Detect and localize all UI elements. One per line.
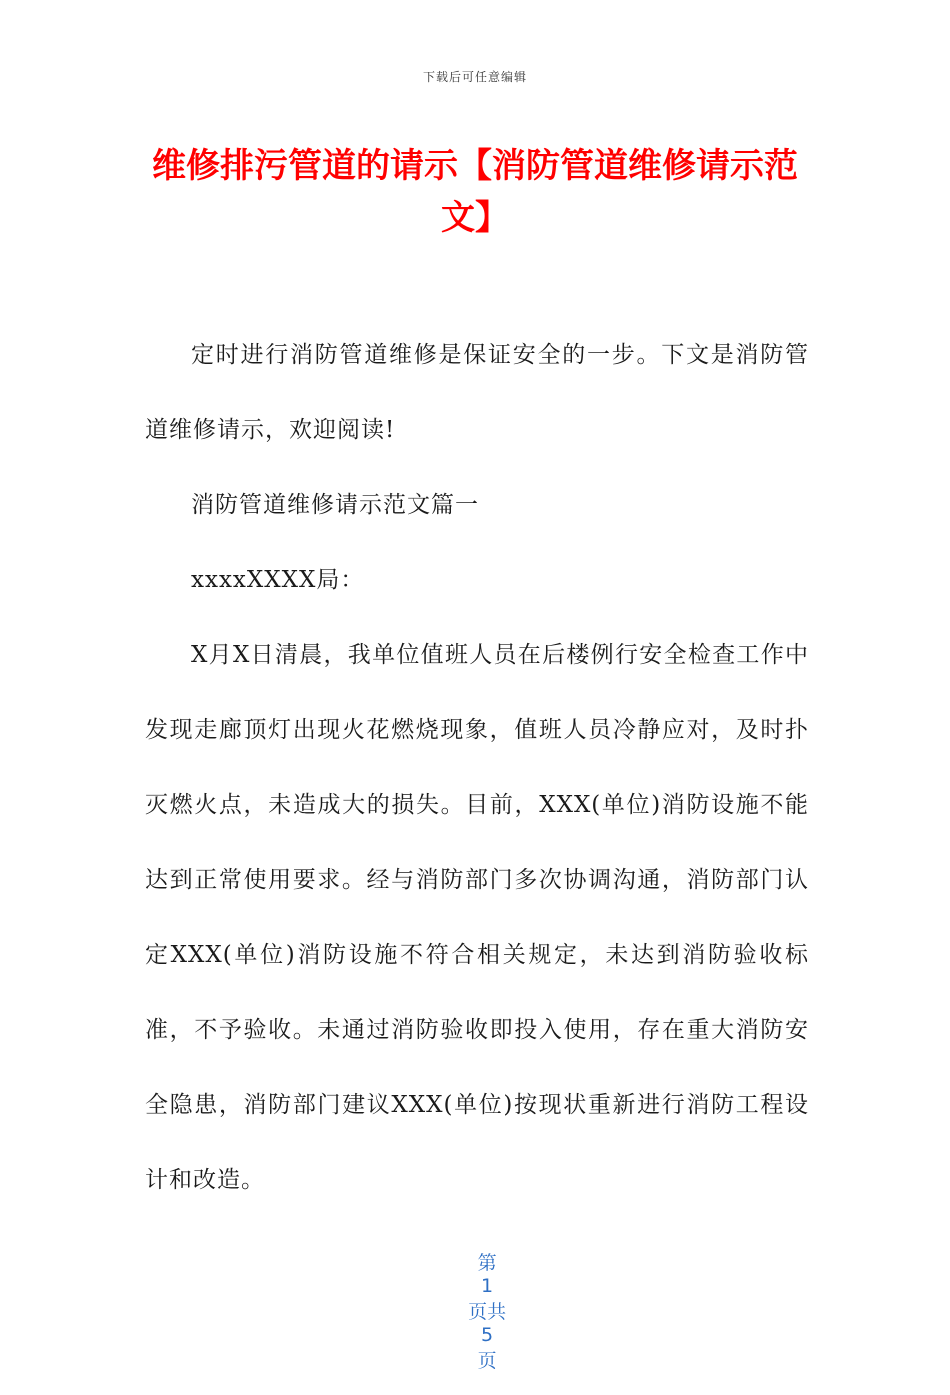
document-body	[145, 318, 809, 1218]
paragraph-section-heading: 消防管道维修请示范文篇一	[191, 492, 479, 518]
paragraph-intro: 定时进行消防管道维修是保证安全的一步。下文是消防管道维修请示，欢迎阅读!	[145, 342, 809, 443]
footer-total-pages: 5	[481, 1324, 494, 1346]
paragraph-salutation: xxxxXXXX局：	[191, 567, 365, 593]
document-title: 维修排污管道的请示【消防管道维修请示范文】	[152, 146, 798, 238]
footer-prefix: 第	[477, 1252, 497, 1274]
paragraph-main: X月X日清晨，我单位值班人员在后楼例行安全检查工作中发现走廊顶灯出现火花燃烧现象，值班人员冷静应对，及时扑灭燃火点，未造成大的损失。目前，XXX(单位)消防设施不能达到正常使用要求。经与消防部门多次协调沟通，消防部门认定XXX(单位)消防设施不符合相关规定，未达到消防验收标准，不予验收。未通过消防验收即投入使用，存在重大消防安全隐患，消防部门建议XXX(单位)按现状重新进行消防工程设计和改造。	[145, 642, 809, 1193]
page-footer	[0, 1226, 950, 1395]
footer-current-page: 1	[481, 1275, 494, 1297]
footer-suffix: 页	[477, 1350, 497, 1372]
footer-middle: 页共	[468, 1301, 507, 1323]
header-note: 下载后可任意编辑	[422, 70, 527, 84]
